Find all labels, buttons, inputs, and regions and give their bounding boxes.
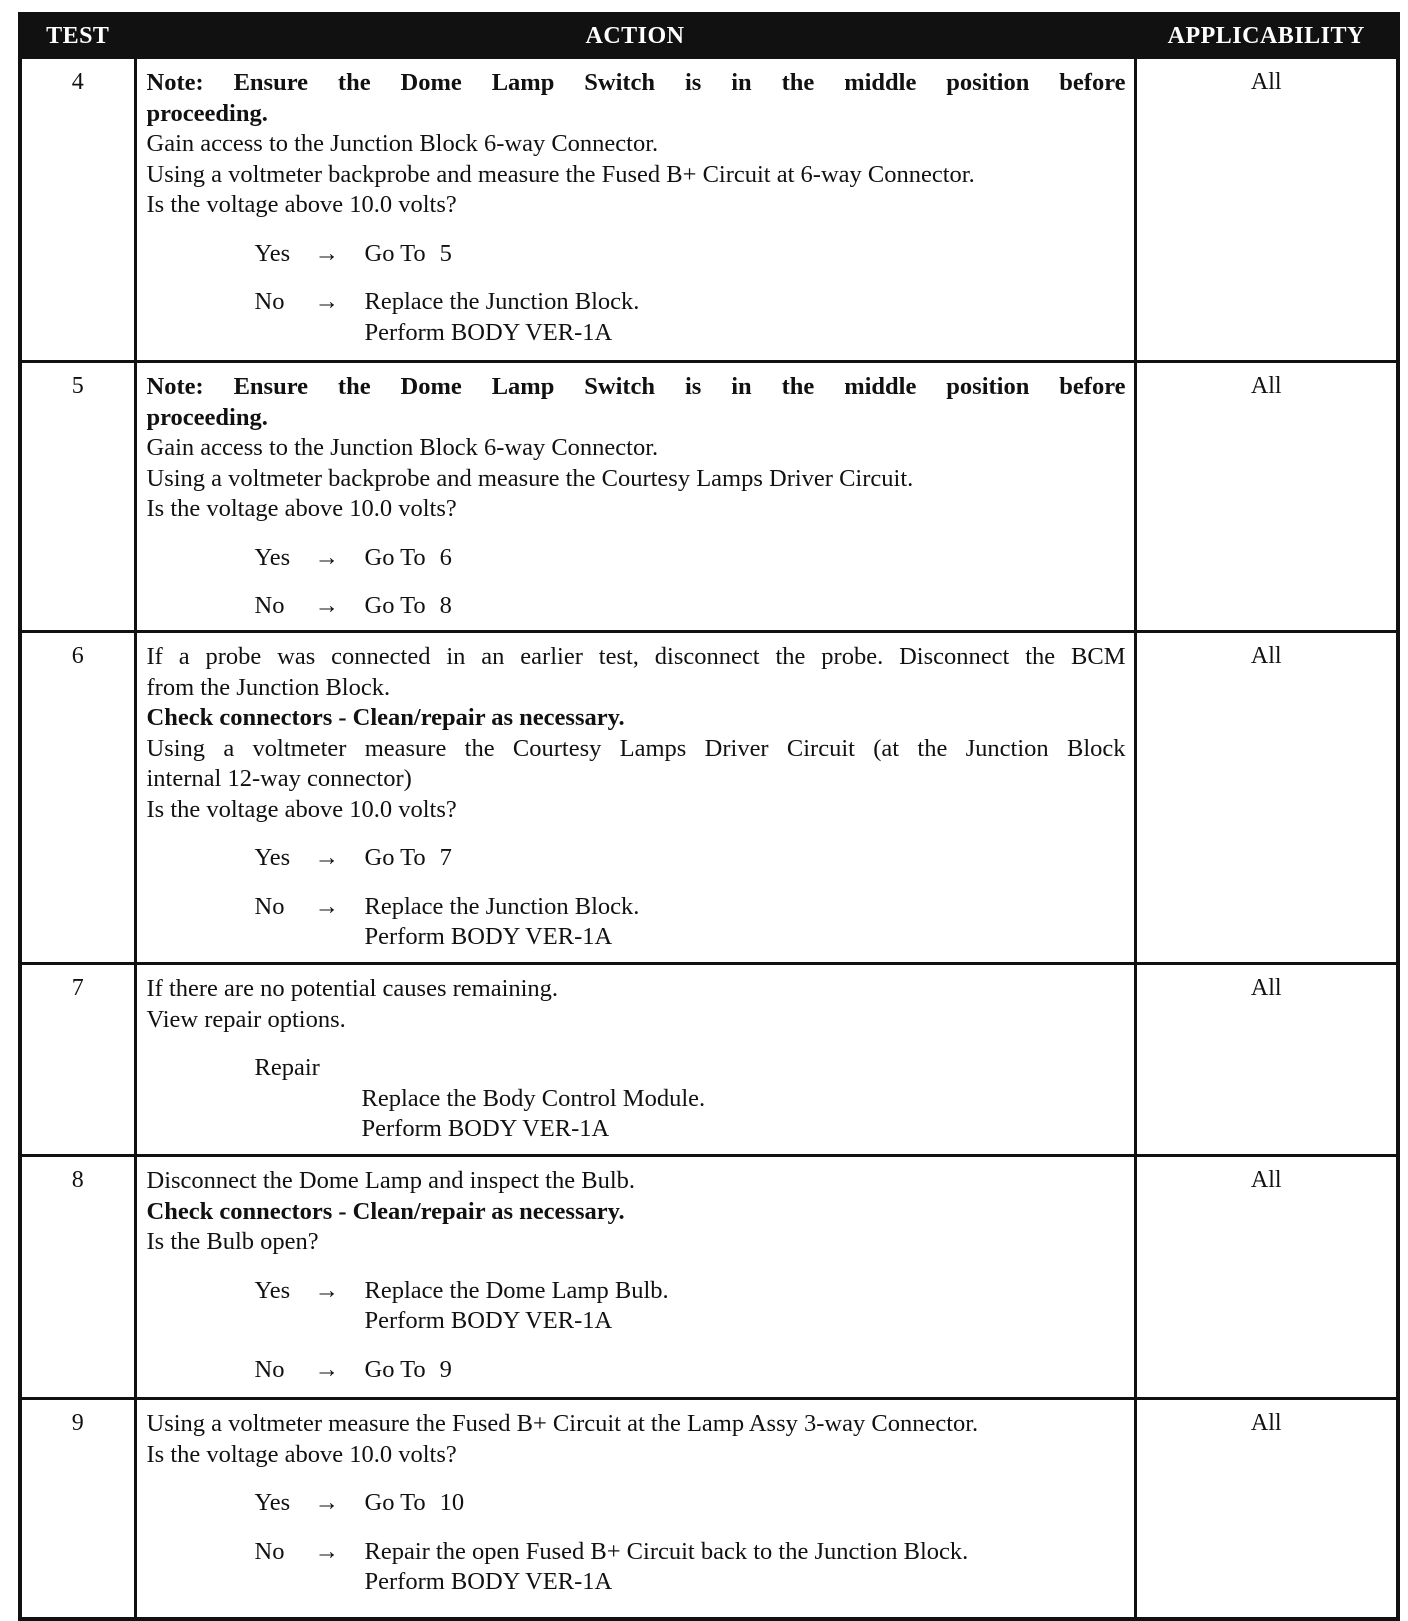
goto-link[interactable] [365,1488,1126,1519]
response-line: Replace the Junction Block. [364,892,640,920]
action-cell [135,58,1135,362]
arrow-icon: → [314,844,339,871]
arrow-icon: → [314,1537,339,1565]
check-text: Check connectors - Clean/repair as necessary. [146,1197,625,1225]
arrow-icon: → [314,1355,339,1383]
action-line: Is the voltage above 10.0 volts? [146,795,457,823]
goto-link[interactable] [365,543,1126,574]
repair-label: Repair [254,1054,320,1081]
goto-number: 8 [439,592,452,619]
yes-label: Yes [254,239,291,267]
table-row [20,1156,1398,1399]
note-text: Note: Ensure the Dome Lamp Switch is in the middle position before [146,373,1126,400]
action-line: Is the voltage above 10.0 volts? [146,495,457,522]
action-line: Using a voltmeter backprobe and measure the Fused B+ Circuit at 6-way Connector. [146,160,975,188]
response-line: Perform BODY VER-1A [364,1307,613,1334]
no-label: No [254,892,285,920]
action-line: Gain access to the Junction Block 6-way Connector. [146,434,659,461]
action-cell [135,1156,1135,1399]
action-line: Using a voltmeter measure the Courtesy Lamps Driver Circuit (at the Junction Block [146,734,1126,762]
response-line: Replace the Junction Block. [364,288,640,315]
action-line: Using a voltmeter backprobe and measure the Courtesy Lamps Driver Circuit. [146,464,914,492]
goto-link[interactable] [365,1355,1126,1386]
test-number: 8 [20,1156,135,1399]
goto-label: Go To [364,1489,426,1516]
goto-number: 9 [439,1355,452,1383]
goto-label: Go To [364,1355,426,1383]
action-line: Gain access to the Junction Block 6-way Connector. [146,130,659,157]
response-text [365,1276,1126,1337]
applicability-value: All [1135,362,1398,632]
applicability-value: All [1135,58,1398,362]
applicability-value: All [1135,964,1398,1156]
yes-label: Yes [254,543,291,571]
yes-response [255,1276,1126,1337]
diagnostic-table [18,12,1400,1621]
check-text: Check connectors - Clean/repair as necessary. [146,704,625,731]
applicability-value: All [1135,1156,1398,1399]
arrow-icon: → [314,1276,339,1304]
response-line: Perform BODY VER-1A [364,923,613,950]
table-header-row [20,14,1398,58]
arrow-icon: → [314,892,339,920]
no-response [255,1537,1126,1598]
no-response [255,1355,1126,1386]
goto-number: 7 [439,844,452,871]
table-row [20,362,1398,632]
arrow-icon: → [314,1489,339,1516]
arrow-icon: → [314,288,339,315]
response-text [365,287,1126,348]
action-line: View repair options. [146,1005,346,1033]
goto-link[interactable] [365,591,1126,622]
goto-label: Go To [364,592,426,619]
response-line: Perform BODY VER-1A [364,318,613,346]
action-line: If a probe was connected in an earlier test, disconnect the probe. Disconnect the BCM [146,643,1126,670]
response-text [365,1537,1126,1598]
test-number: 6 [20,632,135,964]
no-label: No [254,592,285,619]
yes-response [255,239,1126,270]
goto-link[interactable] [365,239,1126,270]
arrow-icon: → [314,239,339,267]
no-label: No [254,1355,285,1383]
table-row [20,1399,1398,1619]
goto-number: 10 [439,1489,465,1516]
test-number: 7 [20,964,135,1156]
note-text-cont: proceeding. [146,403,268,431]
action-line: from the Junction Block. [146,673,391,701]
action-line: Using a voltmeter measure the Fused B+ Circuit at the Lamp Assy 3-way Connector. [146,1410,979,1437]
action-cell [135,632,1135,964]
action-line: Disconnect the Dome Lamp and inspect the Bulb. [146,1167,636,1194]
action-line: Is the voltage above 10.0 volts? [146,191,457,218]
arrow-icon: → [314,592,339,619]
goto-label: Go To [364,239,426,267]
action-line: internal 12-way connector) [146,765,412,792]
table-row [20,58,1398,362]
no-response [255,892,1126,953]
repair-line: Replace the Body Control Module. [361,1084,706,1112]
goto-link[interactable] [365,843,1126,874]
header-applicability: APPLICABILITY [1135,14,1398,58]
yes-label: Yes [254,844,291,871]
header-action: ACTION [135,14,1135,58]
test-number: 9 [20,1399,135,1619]
goto-label: Go To [364,844,426,871]
test-number: 5 [20,362,135,632]
yes-response [255,843,1126,874]
action-cell [135,964,1135,1156]
table-row [20,964,1398,1156]
yes-label: Yes [254,1276,291,1304]
test-number: 4 [20,58,135,362]
applicability-value: All [1135,632,1398,964]
yes-label: Yes [254,1489,291,1516]
action-line: Is the Bulb open? [146,1228,319,1255]
header-test: TEST [20,14,135,58]
no-label: No [254,288,285,315]
arrow-icon: → [314,543,339,571]
response-text [365,892,1126,953]
no-label: No [254,1537,285,1565]
response-line: Perform BODY VER-1A [364,1568,613,1595]
yes-response [255,1488,1126,1519]
note-text-cont: proceeding. [146,99,268,127]
action-cell [135,1399,1135,1619]
applicability-value: All [1135,1399,1398,1619]
repair-line: Perform BODY VER-1A [361,1115,610,1142]
response-line: Replace the Dome Lamp Bulb. [364,1276,669,1304]
goto-number: 6 [439,543,452,571]
action-line: Is the voltage above 10.0 volts? [146,1440,457,1468]
goto-label: Go To [364,543,426,571]
goto-number: 5 [439,239,452,267]
action-cell [135,362,1135,632]
yes-response [255,543,1126,574]
no-response [255,287,1126,348]
action-line: If there are no potential causes remaining. [146,975,559,1002]
table-row [20,632,1398,964]
note-text: Note: Ensure the Dome Lamp Switch is in the middle position before [146,69,1126,96]
no-response [255,591,1126,622]
response-line: Repair the open Fused B+ Circuit back to the Junction Block. [364,1537,969,1565]
